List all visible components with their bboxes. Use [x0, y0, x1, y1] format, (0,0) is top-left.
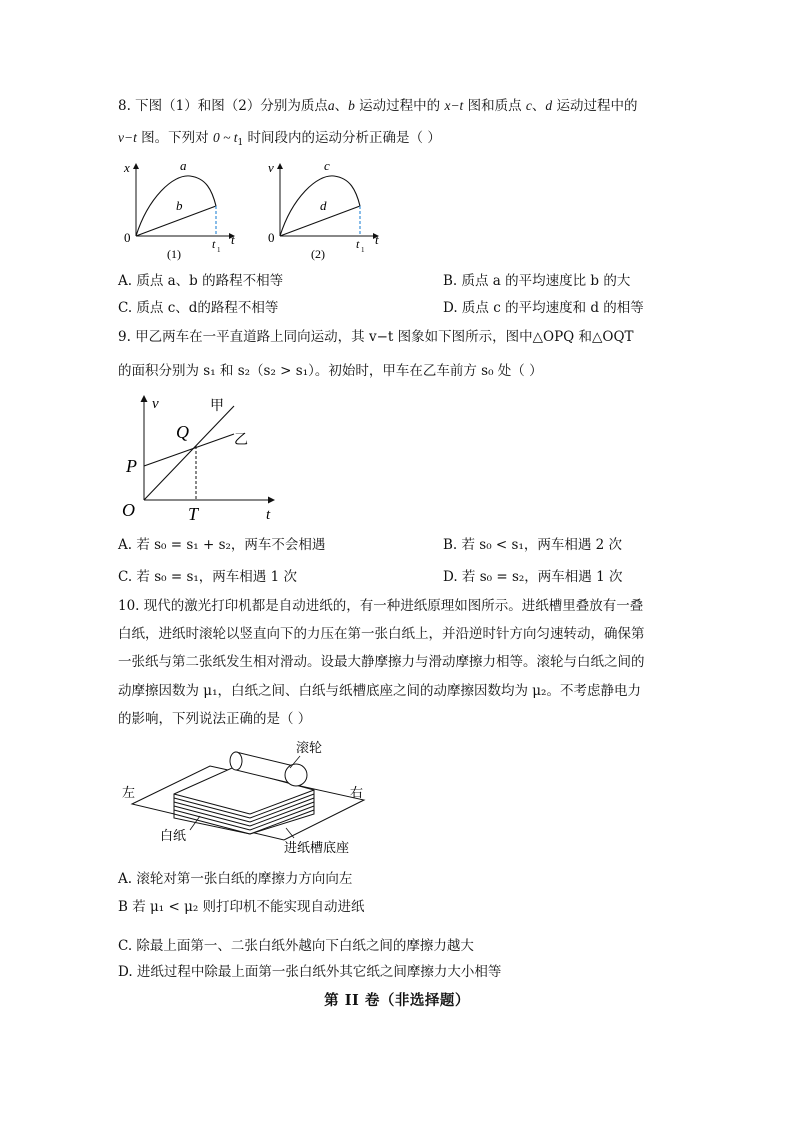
q8-option-a[interactable]: A. 质点 a、b 的路程不相等: [118, 273, 284, 289]
q10-option-a[interactable]: A. 滚轮对第一张白纸的摩擦力方向向左: [118, 871, 353, 887]
q8-option-b[interactable]: B. 质点 a 的平均速度比 b 的大: [443, 273, 631, 289]
q9-option-d[interactable]: D. 若 s₀ = s₂，两车相遇 1 次: [443, 569, 623, 585]
fig1-label-a: a: [180, 158, 187, 173]
q10-label-base: 进纸槽底座: [284, 840, 350, 855]
q9-label-p: P: [126, 456, 137, 476]
q9-label-jia: 甲: [210, 399, 224, 414]
q10-option-b[interactable]: B 若 μ₁ < μ₂ 则打印机不能实现自动进纸: [118, 899, 365, 915]
fig2-label-d: d: [320, 198, 327, 213]
q10-stem-line2: 白纸，进纸时滚轮以竖直向下的力压在第一张白纸上，并沿逆时针方向匀速转动，确保第: [118, 626, 645, 642]
fig1-x-label: t: [231, 232, 235, 247]
q10-stem-line3: 一张纸与第二张纸发生相对滑动。设最大静摩擦力与滑动摩擦力相等。滚轮与白纸之间的: [118, 654, 645, 670]
q8-stem-line1: 8. 下图（1）和图（2）分别为质点a、b 运动过程中的 x−t 图和质点 c、d 运动过程中的: [118, 98, 638, 114]
fig1-y-label: x: [124, 160, 130, 175]
q9-label-q: Q: [176, 422, 189, 442]
q10-label-paper: 白纸: [160, 828, 187, 843]
q9-stem-line1: 9. 甲乙两车在一平直道路上同向运动，其 v−t 图象如下图所示，图中△OPQ 和△OQT: [118, 329, 634, 345]
q9-label-o: O: [122, 500, 135, 520]
q10-option-d[interactable]: D. 进纸过程中除最上面第一张白纸外其它纸之间摩擦力大小相等: [118, 964, 502, 980]
fig2-x-label: t: [375, 232, 379, 247]
q10-option-c[interactable]: C. 除最上面第一、二张白纸外越向下白纸之间的摩擦力越大: [118, 938, 474, 954]
q10-stem-line4: 动摩擦因数为 μ₁，白纸之间、白纸与纸槽底座之间的动摩擦因数均为 μ₂。不考虑静电力: [118, 683, 641, 699]
fig1-origin: 0: [124, 230, 131, 245]
q10-stem-line5: 的影响，下列说法正确的是（ ）: [118, 711, 312, 727]
fig2-origin: 0: [268, 230, 275, 245]
q9-t-label: t: [266, 507, 271, 523]
q9-line-jia: [144, 406, 234, 500]
q9-figure: [118, 392, 286, 524]
q9-stem-line2: 的面积分别为 s₁ 和 s₂（s₂ > s₁）。初始时，甲车在乙车前方 s₀ 处（ ）: [118, 363, 543, 379]
q8-figure-2: [262, 158, 392, 264]
fig2-y-label: v: [268, 160, 274, 175]
q9-option-b[interactable]: B. 若 s₀ < s₁，两车相遇 2 次: [443, 537, 623, 553]
section-title: 第 II 卷（非选择题）: [324, 992, 470, 1009]
q8-option-c[interactable]: C. 质点 c、d的路程不相等: [118, 300, 279, 316]
q8-option-d[interactable]: D. 质点 c 的平均速度和 d 的相等: [443, 300, 644, 316]
fig1-label-b: b: [176, 198, 183, 213]
q9-label-yi: 乙: [234, 433, 248, 448]
fig1-caption: (1): [167, 247, 181, 261]
q9-line-yi: [144, 434, 234, 466]
q10-figure: [118, 736, 378, 856]
q10-stem-line1: 10. 现代的激光打印机都是自动进纸的，有一种进纸原理如图所示。进纸槽里叠放有一叠: [118, 598, 644, 614]
q9-option-c[interactable]: C. 若 s₀ = s₁，两车相遇 1 次: [118, 569, 297, 585]
fig2-caption: (2): [311, 247, 325, 261]
fig2-label-c: c: [324, 158, 330, 173]
q8-figure-1: [118, 158, 248, 264]
fig2-t1-sub: 1: [361, 246, 365, 254]
q8-stem-line2: v−t 图。下列对 0 ~ $t_1$ 时间段内的运动分析正确是（ ）: [118, 130, 441, 148]
q9-label-t-point: T: [188, 504, 199, 524]
q9-option-a[interactable]: A. 若 s₀ = s₁ + s₂，两车不会相遇: [118, 537, 326, 553]
q10-label-left: 左: [122, 785, 136, 800]
q10-label-roller: 滚轮: [296, 740, 323, 755]
q9-v-label: v: [152, 396, 159, 412]
fig1-t1-sub: 1: [217, 246, 221, 254]
fig1-t1: t: [212, 237, 216, 251]
fig2-t1: t: [356, 237, 360, 251]
q10-label-right: 右: [350, 785, 364, 800]
